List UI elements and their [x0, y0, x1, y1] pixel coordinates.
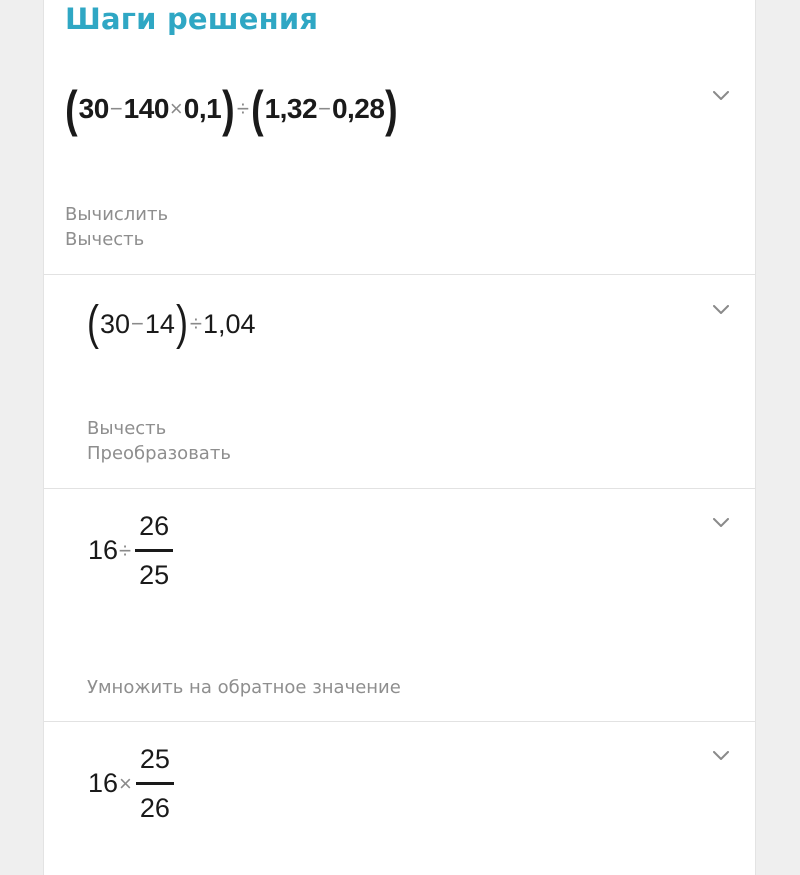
number: 14 [144, 308, 175, 339]
times-operator: × [119, 770, 132, 796]
number: 0,28 [331, 93, 385, 124]
step-item[interactable] [44, 275, 755, 489]
step-expression [64, 81, 399, 137]
number: 30 [99, 308, 131, 339]
step-item[interactable] [44, 722, 755, 875]
description-line: Вычесть [65, 229, 145, 250]
number: 16 [88, 768, 119, 799]
fraction [136, 746, 174, 822]
minus-operator: − [131, 311, 144, 336]
section-title: Шаги решения [65, 2, 319, 36]
number: 16 [88, 535, 119, 566]
step-expression [88, 513, 173, 589]
fraction-bar [136, 782, 174, 785]
step-expression [88, 746, 174, 822]
step-description [87, 675, 401, 700]
number: 140 [123, 93, 169, 124]
divide-operator: ÷ [189, 311, 202, 336]
description-line: Вычислить [65, 204, 169, 225]
description-line: Преобразовать [87, 443, 231, 464]
fraction [135, 513, 173, 589]
description-line: Вычесть [87, 418, 167, 439]
minus-operator: − [109, 96, 123, 121]
fraction-denominator: 26 [139, 792, 170, 823]
paren-open: ( [86, 297, 99, 350]
step-expression [86, 297, 256, 350]
chevron-down-icon[interactable] [713, 518, 725, 530]
fraction-numerator: 26 [139, 511, 170, 541]
number: 1,32 [264, 93, 318, 124]
times-operator: × [169, 96, 183, 121]
chevron-down-icon[interactable] [713, 305, 725, 317]
chevron-down-icon[interactable] [713, 751, 725, 763]
number: 0,1 [183, 93, 222, 124]
paren-open: ( [65, 81, 78, 137]
chevron-down-icon[interactable] [713, 91, 725, 103]
divide-operator: ÷ [119, 537, 132, 563]
solution-steps-panel [43, 0, 756, 875]
step-item[interactable] [44, 489, 755, 722]
fraction-numerator: 25 [139, 744, 170, 774]
description-line: Умножить на обратное значение [87, 677, 401, 698]
fraction-denominator: 25 [139, 559, 170, 590]
paren-close: ) [385, 81, 399, 137]
paren-open: ( [251, 81, 264, 137]
step-item[interactable] [44, 62, 755, 275]
divide-operator: ÷ [236, 96, 249, 121]
minus-operator: − [318, 96, 331, 121]
fraction-bar [135, 549, 173, 552]
number: 1,04 [203, 308, 256, 339]
paren-close: ) [222, 81, 235, 137]
number: 30 [78, 93, 109, 124]
step-description [87, 416, 231, 466]
step-description [65, 202, 168, 252]
paren-close: ) [175, 297, 188, 350]
